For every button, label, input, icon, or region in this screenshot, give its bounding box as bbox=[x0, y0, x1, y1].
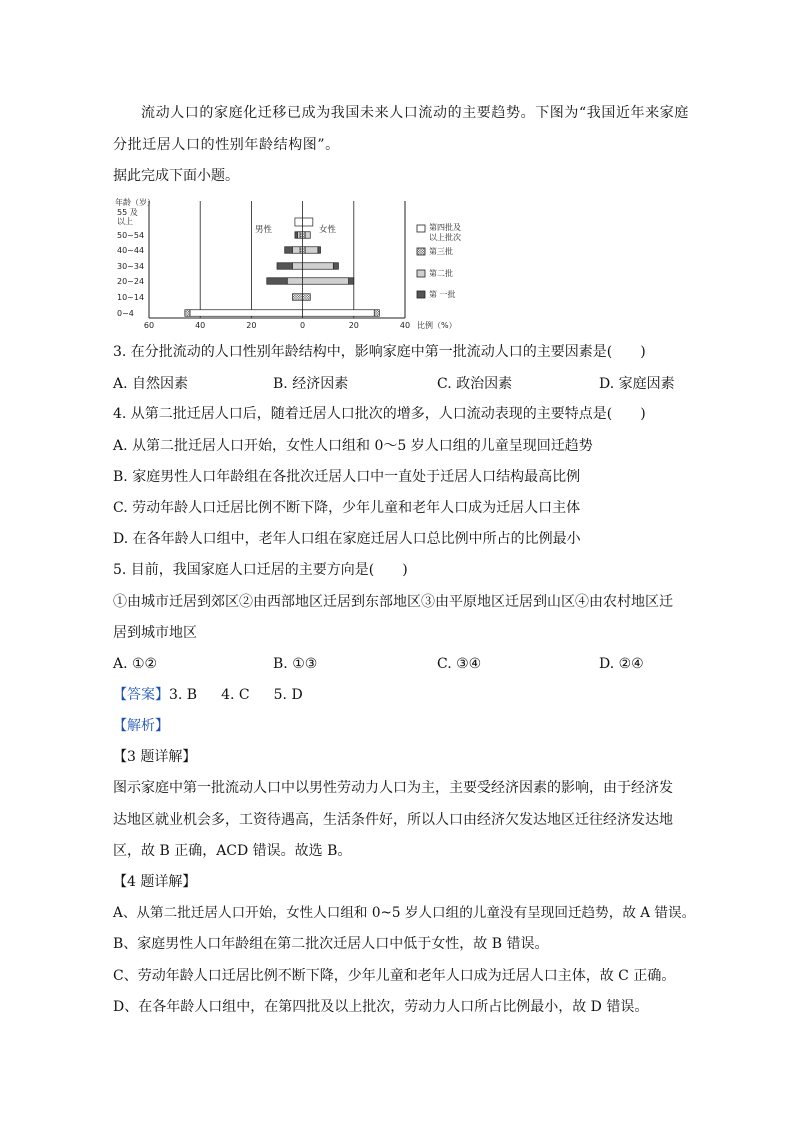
x-tick-label: 40 bbox=[195, 321, 206, 330]
detail-3-label: 【3 题详解】 bbox=[113, 749, 197, 765]
q5-stem: 5. 目前，我国家庭人口迁居的主要方向是( ) bbox=[113, 562, 408, 578]
q3-option-d[interactable]: D. 家庭因素 bbox=[599, 376, 675, 392]
analysis-label: 【解析】 bbox=[113, 718, 169, 734]
detail-4-d: D、在各年龄人口组中，在第四批及以上批次，劳动力人口所占比例最小，故 D 错误。 bbox=[113, 999, 649, 1015]
detail-4-a: A、从第二批迁居人口开始，女性人口组和 0~5 岁人口组的儿童没有呈现回迁趋势，故 A 错误。 bbox=[113, 905, 696, 921]
q4-option-b[interactable]: B. 家庭男性人口年龄组在各批次迁居人口中一直处于迁居人口结构最高比例 bbox=[113, 469, 581, 485]
legend-4th-line2: 以上批次 bbox=[429, 233, 461, 242]
bar-batch-4plus-male bbox=[190, 310, 303, 317]
legend-4th-line1: 第四批及 bbox=[429, 223, 461, 232]
detail-3-line-3: 区，故 B 正确，ACD 错误。故选 B。 bbox=[113, 843, 352, 859]
q3-option-c[interactable]: C. 政治因素 bbox=[437, 376, 513, 392]
answer-label: 【答案】 bbox=[113, 687, 169, 703]
legend-3rd: 第三批 bbox=[429, 247, 453, 256]
answer-4: 4. C bbox=[221, 687, 250, 703]
answer-3: 3. B bbox=[169, 687, 198, 703]
intro-line-3: 据此完成下面小题。 bbox=[113, 168, 239, 184]
bar-batch-3-male bbox=[185, 310, 190, 317]
bar-batch-3-male bbox=[300, 232, 303, 239]
age-tick-label: 50~54 bbox=[117, 231, 145, 240]
bar-batch-3-female bbox=[303, 294, 311, 301]
bar-batch-3-male bbox=[300, 247, 303, 254]
q5-statements-line-2: 居到城市地区 bbox=[113, 625, 197, 641]
bar-batch-2-female bbox=[303, 263, 334, 270]
bar-batch-1-female bbox=[333, 263, 338, 270]
chart-legend bbox=[417, 222, 461, 299]
age-tick-label: 10~14 bbox=[117, 293, 145, 302]
detail-4-b: B、家庭男性人口年龄组在第二批次迁居人口中低于女性，故 B 错误。 bbox=[113, 936, 549, 952]
x-tick-label: 0 bbox=[300, 321, 306, 330]
q3-stem: 3. 在分批流动的人口性别年龄结构中，影响家庭中第一批流动人口的主要因素是( ) bbox=[113, 344, 646, 360]
bar-batch-1-female bbox=[318, 247, 321, 254]
bar-batch-4plus-female bbox=[303, 310, 375, 317]
q5-statements-line-1: ①由城市迁居到郊区②由西部地区迁居到东部地区③由平原地区迁居到山区④由农村地区迁 bbox=[113, 594, 673, 610]
bar-batch-3-female bbox=[303, 232, 306, 239]
legend-1st: 第 一批 bbox=[429, 290, 456, 299]
age-label-55-1: 55 及 bbox=[117, 208, 138, 217]
q5-option-b[interactable]: B. ①③ bbox=[273, 656, 318, 672]
detail-3-line-2: 达地区就业机会多，工资待遇高，生活条件好，所以人口由经济欠发达地区迁往经济发达地 bbox=[113, 812, 673, 828]
bar-batch-1-female bbox=[349, 278, 354, 285]
q4-option-c[interactable]: C. 劳动年龄人口迁居比例不断下降，少年儿童和老年人口成为迁居人口主体 bbox=[113, 500, 581, 516]
bar-batch-2-male bbox=[292, 263, 302, 270]
bar-batch-3-male bbox=[292, 294, 302, 301]
bar-batch-2-female bbox=[305, 247, 318, 254]
answer-5: 5. D bbox=[273, 687, 303, 703]
x-tick-label: 20 bbox=[246, 321, 257, 330]
detail-4-label: 【4 题详解】 bbox=[113, 874, 197, 890]
population-pyramid-chart bbox=[113, 196, 473, 332]
bar-batch-2-female bbox=[303, 278, 349, 285]
female-label: 女性 bbox=[319, 225, 337, 235]
bar-batch-3-female bbox=[303, 247, 306, 254]
age-tick-label: 40~44 bbox=[117, 246, 145, 255]
q4-option-d[interactable]: D. 在各年龄人口组中，老年人口组在家庭迁居人口总比例中所占的比例最小 bbox=[113, 531, 581, 547]
legend-swatch-3rd bbox=[417, 248, 425, 255]
q4-option-a[interactable]: A. 从第二批迁居人口开始，女性人口组和 0～5 岁人口组的儿童呈现回迁趋势 bbox=[113, 438, 593, 454]
chart-ylabel: 年龄（岁） bbox=[115, 198, 155, 207]
legend-swatch-4th bbox=[417, 225, 425, 232]
age-label-55-2: 以上 bbox=[117, 217, 133, 226]
bar-batch-2-female bbox=[305, 232, 310, 239]
bar-batch-1-male bbox=[277, 263, 292, 270]
x-tick-label: 40 bbox=[399, 321, 411, 330]
detail-3-line-1: 图示家庭中第一批流动人口中以男性劳动力人口为主，主要受经济因素的影响，由于经济发 bbox=[113, 780, 673, 796]
legend-2nd: 第二批 bbox=[429, 269, 453, 278]
q3-option-b[interactable]: B. 经济因素 bbox=[273, 376, 349, 392]
q5-option-c[interactable]: C. ③④ bbox=[437, 656, 482, 672]
x-tick-label: 60 bbox=[143, 321, 155, 330]
bar-batch-4plus-male bbox=[295, 218, 303, 226]
intro-line-1: 流动人口的家庭化迁移已成为我国未来人口流动的主要趋势。下图为“我国近年来家庭 bbox=[141, 105, 689, 121]
bar-batch-2-male bbox=[292, 247, 300, 254]
answer-row bbox=[113, 685, 303, 705]
q5-option-d[interactable]: D. ②④ bbox=[599, 656, 644, 672]
q4-stem: 4. 从第二批迁居人口后，随着迁居人口批次的增多，人口流动表现的主要特点是( ) bbox=[113, 406, 646, 422]
q5-option-a[interactable]: A. ①② bbox=[113, 656, 158, 672]
age-tick-label: 20~24 bbox=[117, 277, 145, 286]
q3-option-a[interactable]: A. 自然因素 bbox=[113, 376, 189, 392]
intro-line-2: 分批迁居人口的性别年龄结构图”。 bbox=[113, 137, 340, 153]
x-tick-label: 20 bbox=[348, 321, 359, 330]
age-tick-label: 0~4 bbox=[117, 309, 134, 318]
male-label: 男性 bbox=[255, 225, 273, 235]
bar-batch-3-female bbox=[374, 310, 379, 317]
detail-4-c: C、劳动年龄人口迁居比例不断下降，少年儿童和老年人口成为迁居人口主体，故 C 正确。 bbox=[113, 968, 676, 984]
bar-batch-1-male bbox=[285, 247, 293, 254]
bar-batch-1-male bbox=[295, 232, 298, 239]
legend-swatch-2nd bbox=[417, 270, 425, 277]
bar-batch-2-male bbox=[297, 232, 300, 239]
bar-batch-1-male bbox=[267, 278, 287, 285]
legend-swatch-1st bbox=[417, 291, 425, 298]
age-tick-label: 30~34 bbox=[117, 262, 145, 271]
bar-batch-2-male bbox=[287, 278, 302, 285]
bar-batch-4plus-female bbox=[303, 218, 313, 226]
chart-xlabel: 比例（%） bbox=[417, 321, 457, 330]
